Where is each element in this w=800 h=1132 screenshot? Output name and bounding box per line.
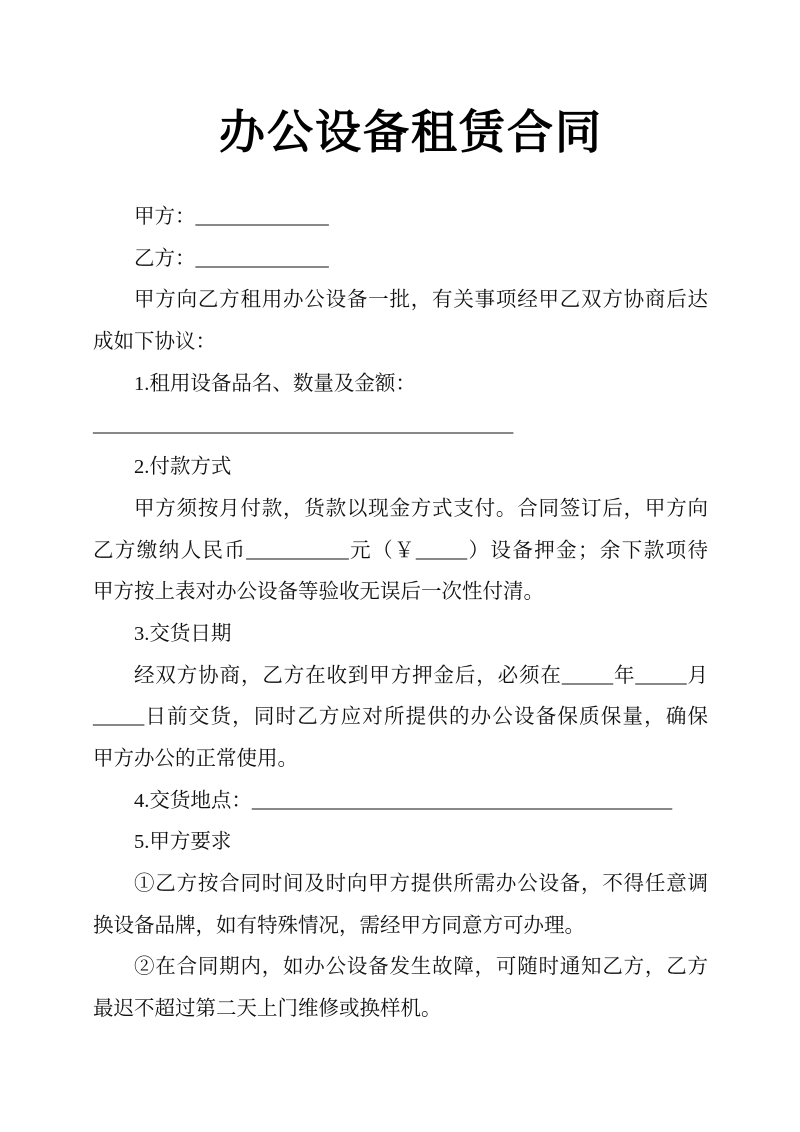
blank-line: _________________________________________	[93, 414, 514, 437]
contract-title: 办公设备租赁合同	[219, 107, 603, 158]
clause-2	[93, 447, 708, 614]
clause-heading: 3.交货日期	[134, 622, 232, 645]
clause-line: _____日前交货，同时乙方应对所提供的办公设备保质保量，确保	[93, 706, 708, 729]
clause-line: 甲方按上表对办公设备等验收无误后一次性付清。	[93, 581, 544, 604]
clause-line: 换设备品牌，如有特殊情况，需经甲方同意方可办理。	[93, 914, 585, 937]
clause-1	[93, 364, 708, 447]
contract-body	[93, 197, 708, 1031]
requirement-item	[93, 947, 708, 1030]
requirement-item	[93, 864, 708, 947]
clause-line: 最迟不超过第二天上门维修或换样机。	[93, 998, 442, 1021]
clause-line: 乙方缴纳人民币__________元（￥_____）设备押金；余下款项待	[93, 539, 708, 562]
party-b-line	[93, 239, 708, 281]
clause-4	[93, 781, 708, 823]
preamble-paragraph	[93, 280, 708, 363]
party-a-line	[93, 197, 708, 239]
party-b-label: 乙方：	[134, 247, 196, 270]
clause-line: ②在合同期内，如办公设备发生故障，可随时通知乙方，乙方	[134, 956, 708, 979]
preamble-line: 成如下协议：	[93, 331, 216, 354]
clause-3	[93, 614, 708, 781]
clause-line: 甲方须按月付款，货款以现金方式支付。合同签订后，甲方向	[134, 497, 708, 520]
clause-heading: 4.交货地点：	[134, 789, 252, 812]
clause-heading: 1.租用设备品名、数量及金额：	[134, 372, 416, 395]
clause-line: ①乙方按合同时间及时向甲方提供所需办公设备，不得任意调	[134, 873, 708, 895]
clause-line: 甲方办公的正常使用。	[93, 747, 298, 770]
clause-heading: 2.付款方式	[134, 456, 232, 479]
preamble-line: 甲方向乙方租用办公设备一批，有关事项经甲乙双方协商后达	[134, 289, 708, 312]
blank-line: _________________________________________	[251, 789, 673, 812]
clause-5	[93, 822, 708, 1030]
clause-heading: 5.甲方要求	[134, 831, 232, 854]
party-b-blank: _____________	[195, 247, 329, 270]
party-a-label: 甲方：	[134, 206, 196, 228]
clause-heading-line	[93, 781, 708, 823]
party-a-blank: _____________	[195, 206, 329, 228]
clause-line: 经双方协商，乙方在收到甲方押金后，必须在_____年_____月	[134, 664, 708, 687]
